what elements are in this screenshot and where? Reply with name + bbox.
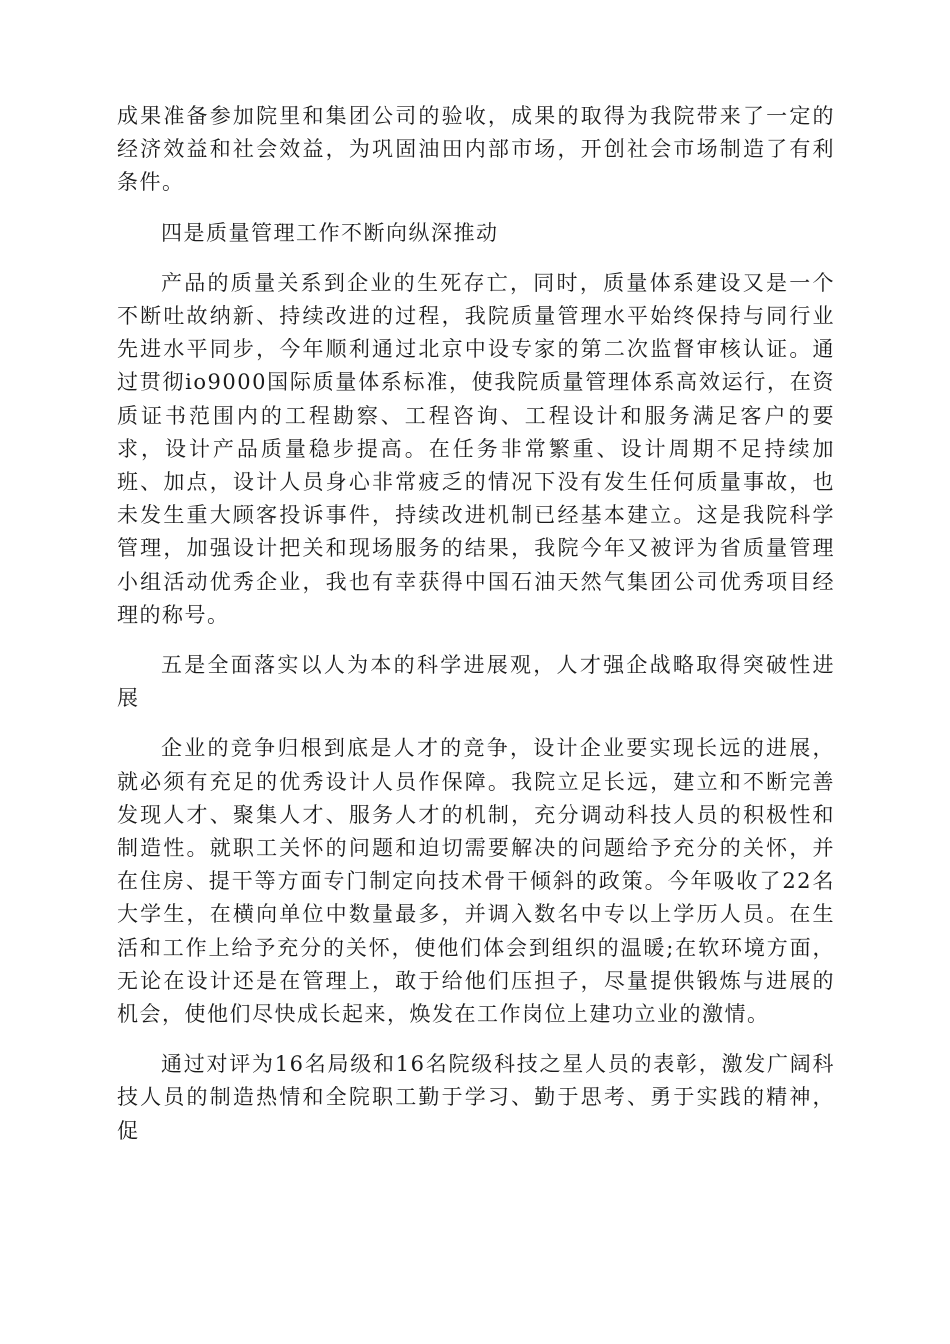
paragraph-continuation: 成果准备参加院里和集团公司的验收，成果的取得为我院带来了一定的经济效益和社会效益，为巩固油田内部市场，开创社会市场制造了有利条件。 <box>117 104 835 195</box>
section-heading-talent: 五是全面落实以人为本的科学进展观，人才强企战略取得突破性进展 <box>117 653 835 711</box>
document-body <box>117 100 835 1165</box>
section-heading-quality: 四是质量管理工作不断向纵深推动 <box>161 220 499 245</box>
paragraph-recognition: 通过对评为16名局级和16名院级科技之星人员的表彰，激发广阔科技人员的制造热情和全院职工勤于学习、勤于思考、勇于实践的精神，促 <box>117 1052 835 1143</box>
paragraph-talent: 企业的竞争归根到底是人才的竞争，设计企业要实现长远的进展，就必须有充足的优秀设计人员作保障。我院立足长远，建立和不断完善发现人才、聚集人才、服务人才的机制，充分调动科技人员的积极性和制造性。就职工关怀的问题和迫切需要解决的问题给予充分的关怀，并在住房、提干等方面专门制定向技术骨干倾斜的政策。今年吸收了22名大学生，在横向单位中数量最多，并调入数名中专以上学历人员。在生活和工作上给予充分的关怀，使他们体会到组织的温暖;在软环境方面，无论在设计还是在管理上，敢于给他们压担子，尽量提供锻炼与进展的机会，使他们尽快成长起来，焕发在工作岗位上建功立业的激情。 <box>117 736 835 1027</box>
paragraph-quality: 产品的质量关系到企业的生死存亡，同时，质量体系建设又是一个不断吐故纳新、持续改进的过程，我院质量管理水平始终保持与同行业先进水平同步，今年顺利通过北京中设专家的第二次监督审核认证。通过贯彻io9000国际质量体系标准，使我院质量管理体系高效运行，在资质证书范围内的工程勘察、工程咨询、工程设计和服务满足客户的要求，设计产品质量稳步提高。在任务非常繁重、设计周期不足持续加班、加点，设计人员身心非常疲乏的情况下没有发生任何质量事故，也未发生重大顾客投诉事件，持续改进机制已经基本建立。这是我院科学管理，加强设计把关和现场服务的结果，我院今年又被评为省质量管理小组活动优秀企业，我也有幸获得中国石油天然气集团公司优秀项目经理的称号。 <box>117 270 835 627</box>
